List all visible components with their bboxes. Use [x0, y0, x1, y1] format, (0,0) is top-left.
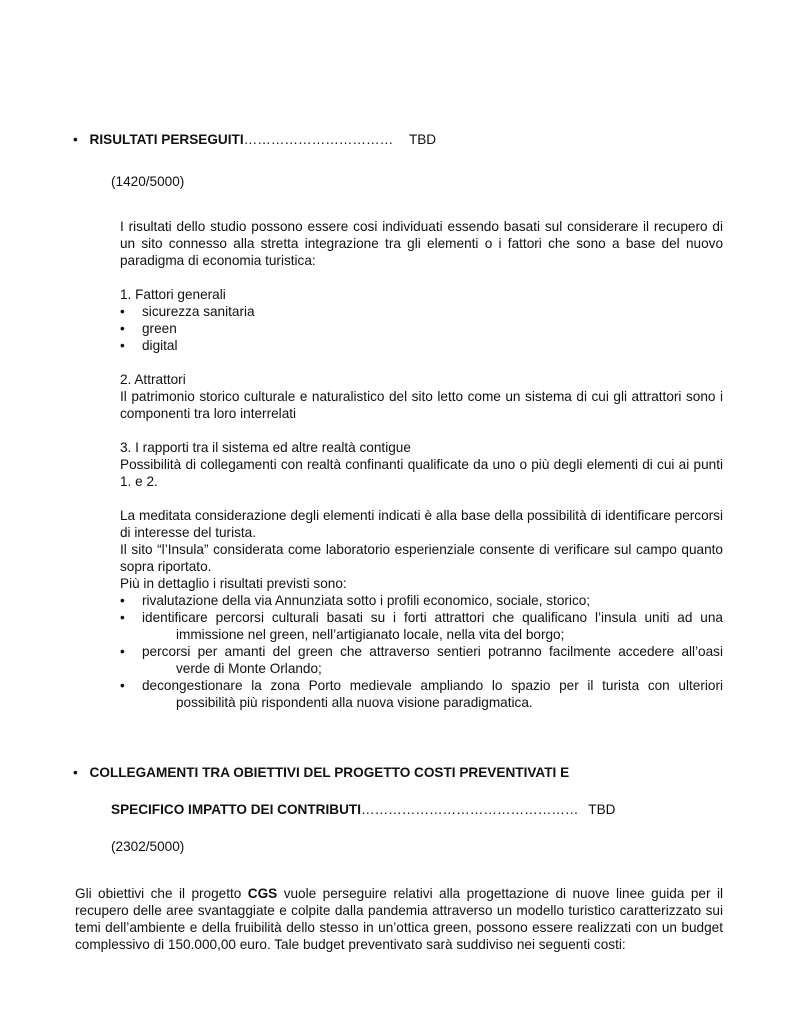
- bullet-icon: •: [120, 610, 125, 625]
- section1-dots: ……………………………: [243, 132, 394, 147]
- section2-heading-row: [73, 764, 713, 781]
- bullet-icon: •: [120, 304, 125, 319]
- section1-intro: I risultati dello studio possono essere cosi individuati essendo basati sul considerare il recupero di un sito connesso alla stretta integrazione tra gli elementi o i fattori che sono a base del nuovo paradigma di economia turistica:: [120, 219, 723, 268]
- bullet-icon: •: [120, 644, 125, 659]
- attrattori-block: [120, 371, 723, 422]
- risultati-block: [120, 507, 723, 711]
- section2-char-count: (2302/5000): [111, 839, 185, 854]
- rapporti-title: 3. I rapporti tra il sistema ed altre realtà contigue: [120, 440, 411, 455]
- attrattori-text: Il patrimonio storico culturale e naturalistico del sito letto come un sistema di cui gli attrattori sono i componenti tra loro interrelati: [120, 389, 723, 421]
- bullet-icon: •: [120, 338, 125, 353]
- list-item: • green: [120, 321, 177, 336]
- rapporti-block: [120, 439, 723, 490]
- section2-status: TBD: [588, 802, 616, 817]
- result-item: • rivalutazione della via Annunziata sotto i profili economico, sociale, storico;: [120, 593, 591, 608]
- attrattori-title: 2. Attrattori: [120, 372, 186, 387]
- dettaglio-text: Più in dettaglio i risultati previsti sono:: [120, 576, 347, 591]
- bullet-icon: •: [120, 678, 125, 693]
- project-acronym: CGS: [247, 886, 278, 901]
- section2-heading-line2: SPECIFICO IMPATTO DEI CONTRIBUTI: [111, 802, 361, 817]
- section2-heading-line2-row: [111, 801, 711, 818]
- factors-list: [120, 286, 723, 354]
- result-item: • percorsi per amanti del green che attraverso sentieri potranno facilmente accedere all’oasi verde di Monte Orlando;: [120, 644, 723, 676]
- section2-dots: …………………………………………: [360, 802, 579, 817]
- factors-title: 1. Fattori generali: [120, 287, 226, 302]
- rapporti-text: Possibilità di collegamenti con realtà confinanti qualificate da uno o più degli elementi di cui ai punti 1. e 2.: [120, 457, 723, 489]
- section2-heading-line1: COLLEGAMENTI TRA OBIETTIVI DEL PROGETTO COSTI PREVENTIVATI E: [89, 765, 570, 780]
- sito-text: Il sito “l’Insula” considerata come laboratorio esperienziale consente di verificare sul campo quanto sopra riportato.: [120, 542, 723, 574]
- section1-status: TBD: [408, 132, 437, 147]
- list-item: • digital: [120, 338, 178, 353]
- bullet-icon: •: [120, 321, 125, 336]
- bullet-icon: •: [73, 765, 78, 780]
- section1-char-count: (1420/5000): [111, 174, 185, 189]
- bullet-icon: •: [120, 593, 125, 608]
- meditata-text: La meditata considerazione degli elementi indicati è alla base della possibilità di identificare percorsi di interesse del turista.: [120, 508, 723, 540]
- section1-heading: RISULTATI PERSEGUITI: [89, 132, 244, 147]
- result-item: • decongestionare la zona Porto medievale ampliando lo spazio per il turista con ulteriori possibilità più rispondenti alla nuova visione paradigmatica.: [120, 678, 723, 710]
- result-item: • identificare percorsi culturali basati su i forti attrattori che qualificano l’insula uniti ad una immissione nel green, nell’artigianato locale, nella vita del borgo;: [120, 610, 723, 642]
- section1-heading-row: [73, 131, 533, 148]
- list-item: • sicurezza sanitaria: [120, 304, 255, 319]
- section2-paragraph: Gli obiettivi che il progetto CGS vuole perseguire relativi alla progettazione di nuove linee guida per il recupero delle aree svantaggiate e colpite dalla pandemia attraverso un modello turistico caratterizzato sui temi dell’ambiente e della fruibilità dello stesso in un’ottica green, possono essere realizzati con un budget complessivo di 150.000,00 euro. Tale budget preventivato sarà suddiviso nei seguenti costi:: [75, 886, 723, 952]
- bullet-icon: •: [73, 132, 78, 147]
